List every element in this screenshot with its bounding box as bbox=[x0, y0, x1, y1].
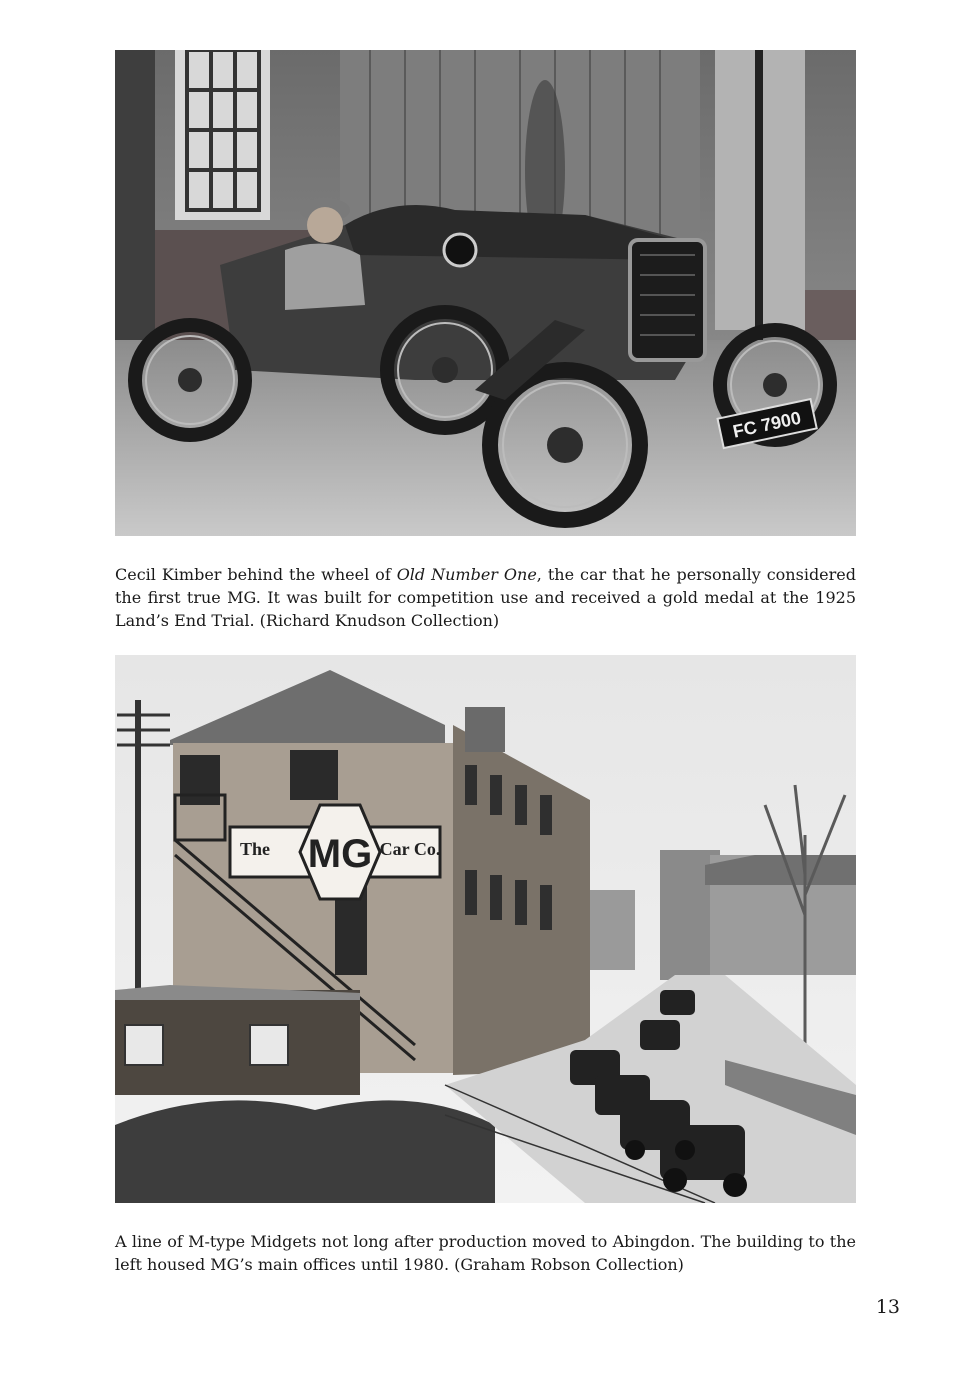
photo-abingdon-factory bbox=[115, 655, 856, 1203]
sign-word-the: The bbox=[239, 839, 271, 859]
sign-words-car-co: Car Co. bbox=[379, 839, 441, 859]
caption-1-lead: Cecil Kimber behind the wheel of bbox=[115, 565, 397, 584]
photo-caption-2: A line of M-type Midgets not long after production moved to Abingdon. The building to the left housed MG’s main offices until 1980. (Graham Robson Collection) bbox=[115, 1232, 856, 1274]
caption-1-rest: , the car that he personally considered the first true MG. It was built for competition use and received a gold medal at the 1925 Land’s End Trial. (Richard Knudson Collection) bbox=[115, 565, 857, 630]
photo-old-number-one bbox=[115, 50, 856, 536]
sign-mg-logo: MG bbox=[307, 832, 373, 876]
number-plate-text: FC 7900 bbox=[731, 407, 803, 442]
photo-abingdon-factory-graphic bbox=[115, 655, 856, 1203]
photo-old-number-one-graphic bbox=[115, 50, 856, 536]
page-number: 13 bbox=[875, 1296, 900, 1318]
caption-1-car-name: Old Number One bbox=[396, 565, 537, 584]
photo-caption-1 bbox=[115, 563, 856, 632]
